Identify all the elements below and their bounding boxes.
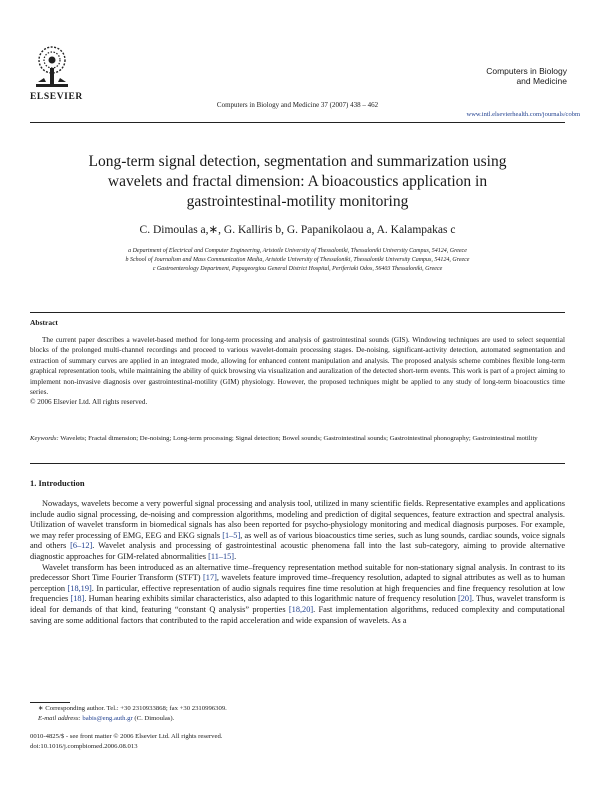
author-list: C. Dimoulas a,∗, G. Kalliris b, G. Papanikolaou a, A. Kalampakas c <box>139 224 456 236</box>
citation-link[interactable]: [1–5] <box>222 530 241 540</box>
abstract-copyright: © 2006 Elsevier Ltd. All rights reserved. <box>30 398 148 407</box>
title-line: Long-term signal detection, segmentation and summarization using <box>88 153 507 170</box>
paper-title <box>40 152 555 212</box>
paragraph: Wavelet transform has been introduced as an alternative time–frequency representation method suitable for non-stationary signal analysis. In contrast to its predecessor Short Time Fourier Transform (STFT) [17], wavelets feature improved time–frequency resolution, adapted to signal attributes as well as to human perception [18,19]. In particular, effective representation of audio signals requires fine time resolution at high frequencies and fine frequency resolution at low frequencies [18]. Human hearing exhibits similar characteristics, also adapted to this logarithmic nature of frequency resolution [20]. Thus, wavelet transform is ideal for demands of that kind, featuring “constant Q analysis” properties [18,20]. Fast implementation algorithms, reduced complexity and computational saving are some additional factors that contributed to the rapid acceleration and wide expansion of wavelets. As a <box>30 562 566 625</box>
abstract-heading: Abstract <box>30 318 58 327</box>
citation-link[interactable]: [20] <box>458 594 472 604</box>
front-matter <box>30 732 222 751</box>
keywords-label: Keywords: <box>30 435 59 442</box>
citation-link[interactable]: [11–15] <box>208 551 235 561</box>
journal-brand <box>455 66 567 86</box>
email-label: E-mail address: <box>38 714 81 722</box>
elsevier-tree-logo <box>30 42 74 90</box>
doi-line: doi:10.1016/j.compbiomed.2006.08.013 <box>30 742 138 750</box>
section-heading: 1. Introduction <box>30 478 85 488</box>
citation-link[interactable]: [18,20] <box>288 604 314 614</box>
citation-link[interactable]: [17] <box>203 573 217 583</box>
abstract-divider <box>30 312 565 313</box>
title-line: wavelets and fractal dimension: A bioacoustics application in <box>107 173 488 190</box>
abstract-text: The current paper describes a wavelet-based method for long-term processing and analysis of gastrointestinal sounds (GIS). Windowing techniques are used to select sequential blocks of the prolonged multi-channel recordings and proceed to various wavelet-domain processing stages. De-noising, significant-activity detection, automated segmentation and extraction of summary curves are applied in an integrated mode, allowing for enhanced content manipulation and analysis. The proposed analysis scheme combines flexible long-term graphical representation tools, while maintaining the ability of quick browsing via visualization and auralization of the detected short-term events. This work is part of a project aiming to implement non-invasive diagnosis over gastrointestinal-motility (GIM) physiology. However, the proposed techniques might be applied to any study of long-term bioacoustics time series. <box>30 336 565 397</box>
footnote-divider <box>30 702 70 703</box>
email-line <box>38 714 227 724</box>
email-suffix: (C. Dimoulas). <box>134 714 175 722</box>
affiliation-c: c Gastroenterology Department, Papageorgiou General District Hospital, Periferiaki Odos, 56403 Thessaloniki, Greece <box>152 266 443 272</box>
affiliation-a: a Department of Electrical and Computer Engineering, Aristotle University of Thessaloniki, Thessaloniki University Campus, 54124, Greece <box>128 248 467 254</box>
email-link[interactable]: babis@eng.auth.gr <box>82 714 133 722</box>
journal-brand-line2: and Medicine <box>516 76 567 86</box>
affiliations <box>40 247 555 274</box>
corresponding-author: ∗ Corresponding author. Tel.: +30 2310933868; fax +30 2310996309. <box>38 705 227 712</box>
footnote <box>38 704 227 723</box>
abstract-body <box>30 335 565 408</box>
title-line: gastrointestinal-motility monitoring <box>186 193 409 210</box>
keywords-text: Wavelets; Fractal dimension; De-noising; Long-term processing; Signal detection; Bowel sounds; Gastrointestinal sounds; Gastrointestinal phonography; Gastrointestinal motility <box>60 435 538 442</box>
citation-link[interactable]: [6–12] <box>70 541 93 551</box>
publisher-logo-text: ELSEVIER <box>30 92 83 102</box>
citation-link[interactable]: [18] <box>70 594 85 604</box>
section-body <box>30 499 565 626</box>
citation-link[interactable]: [18,19] <box>67 583 92 593</box>
journal-brand-line1: Computers in Biology <box>486 66 567 76</box>
affiliation-b: b School of Journalism and Mass Communication Media, Aristotle University of Thessaloniki, Thessaloniki University Campus, 54124, Greece <box>125 257 470 263</box>
paragraph: Nowadays, wavelets become a very powerful signal processing and analysis tool, utilized in many scientific fields. Representative examples and applications include audio signal processing, de-noising and compression algorithms, modeling and prediction of digital sequences, feature extraction and spectral analysis. Utilization of wavelet transform in biomedical signals has also been reported for psycho-physiology monitoring and medical diagnosis purposes. For example, we may refer processing of EMG, EEG and EKG signals [1–5], as well as of various bioacoustics time series, such as lung sounds, cardiac sounds, voice signals and others [6–12]. Wavelet analysis and processing of gastrointestinal acoustic phenomena fall into the last sub-category, aiming to provide alternative diagnostic approaches for GIM-related abnormalities [11–15]. <box>30 499 566 561</box>
keywords-divider <box>30 463 565 464</box>
issn-line: 0010-4825/$ - see front matter © 2006 Elsevier Ltd. All rights reserved. <box>30 733 223 740</box>
journal-citation: Computers in Biology and Medicine 37 (2007) 438 – 462 <box>216 101 379 109</box>
keywords <box>30 434 565 444</box>
header-divider <box>30 122 565 123</box>
journal-url-link[interactable]: www.intl.elsevierhealth.com/journals/cobm <box>466 111 580 118</box>
